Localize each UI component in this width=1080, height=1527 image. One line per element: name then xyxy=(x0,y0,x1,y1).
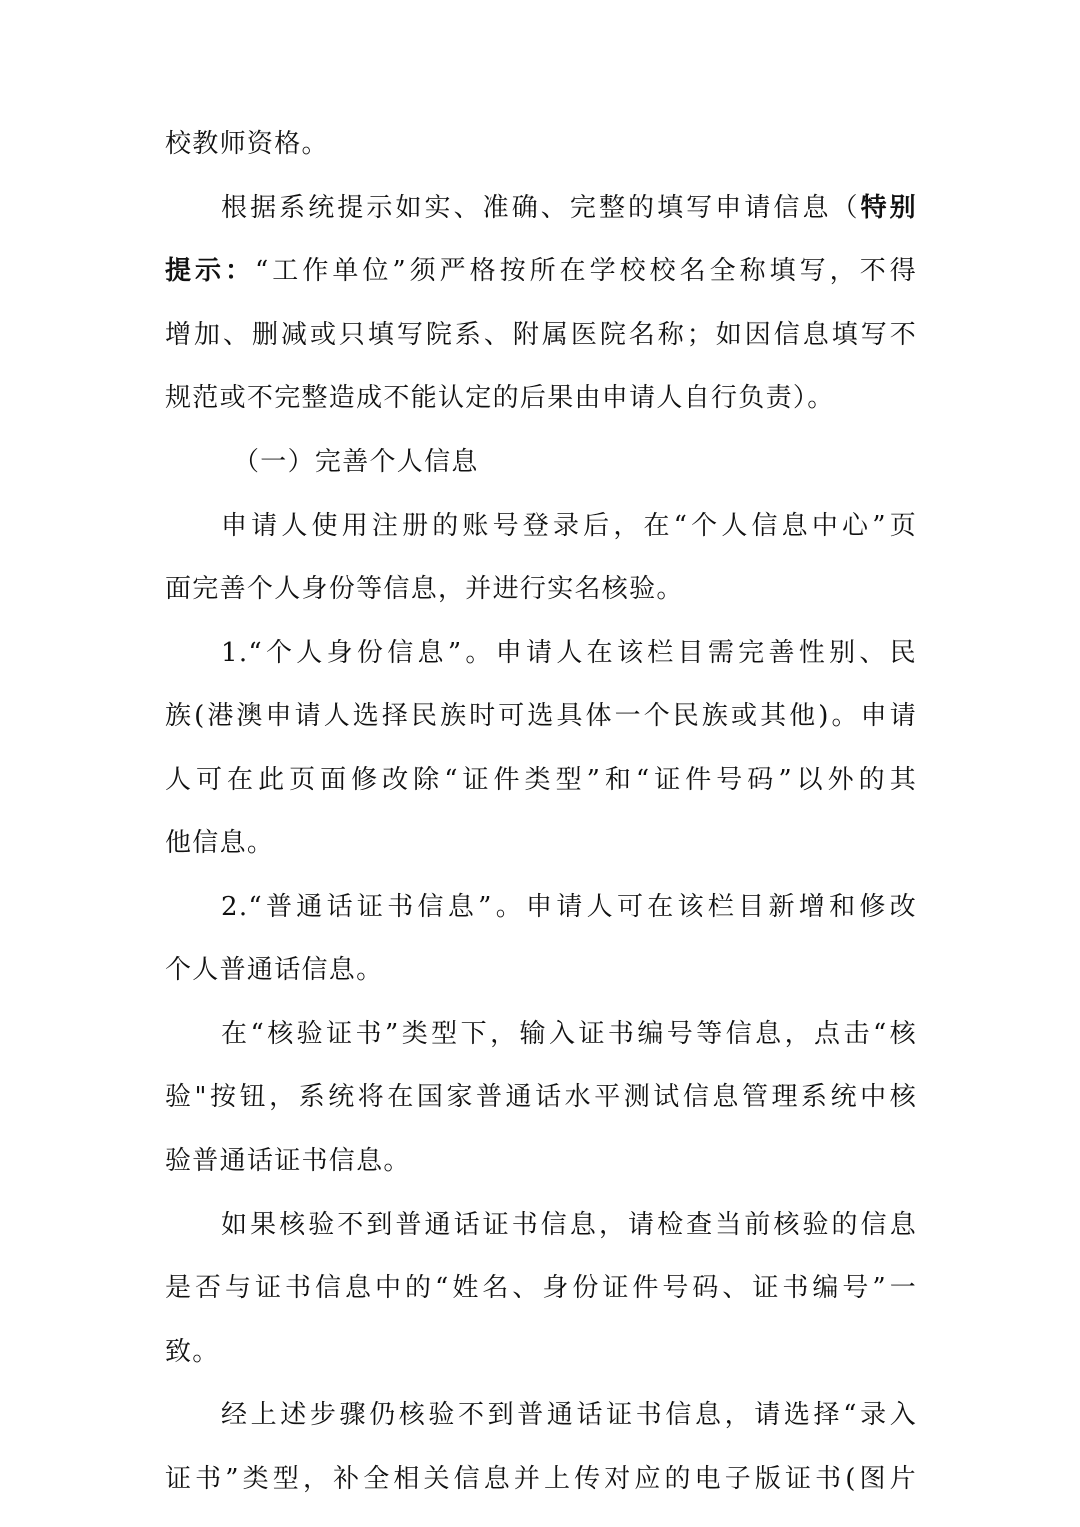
text-segment: 致。 xyxy=(165,1337,220,1367)
text-line xyxy=(165,763,917,798)
text-line xyxy=(165,953,383,988)
text-line xyxy=(165,1335,220,1370)
text-segment: 验普通话证书信息。 xyxy=(165,1146,411,1176)
text-line xyxy=(165,1144,411,1179)
text-line xyxy=(165,1208,917,1243)
text-line xyxy=(165,1271,917,1306)
text-line xyxy=(165,636,917,671)
text-segment: 是否与证书信息中的“姓名、身份证件号码、证书编号”一 xyxy=(165,1273,917,1303)
text-segment: 验"按钮，系统将在国家普通话水平测试信息管理系统中核 xyxy=(165,1082,917,1112)
text-segment: 校教师资格。 xyxy=(165,129,329,159)
text-segment: 规范或不完整造成不能认定的后果由申请人自行负责）。 xyxy=(165,383,835,413)
text-line xyxy=(165,1080,917,1115)
text-segment: 如果核验不到普通话证书信息，请检查当前核验的信息 xyxy=(221,1210,917,1240)
text-line xyxy=(165,572,684,607)
text-segment: “工作单位”须严格按所在学校校名全称填写，不得 xyxy=(255,256,917,286)
text-line xyxy=(165,890,917,925)
text-line xyxy=(165,699,917,734)
text-line xyxy=(165,1017,917,1052)
text-segment: 他信息。 xyxy=(165,828,275,858)
text-segment: 人可在此页面修改除“证件类型”和“证件号码”以外的其 xyxy=(165,765,917,795)
text-segment: 经上述步骤仍核验不到普通话证书信息，请选择“录入 xyxy=(221,1400,917,1430)
text-segment-bold: 特别 xyxy=(860,193,917,223)
text-line xyxy=(165,381,835,416)
text-line xyxy=(165,826,274,861)
section-heading xyxy=(165,445,479,480)
text-segment: 族(港澳申请人选择民族时可选具体一个民族或其他)。申请 xyxy=(165,701,917,731)
text-line xyxy=(165,1398,917,1433)
text-line xyxy=(165,318,917,353)
text-line xyxy=(165,127,329,162)
text-segment: 根据系统提示如实、准确、完整的填写申请信息（ xyxy=(221,193,861,223)
text-segment: 2.“普通话证书信息”。申请人可在该栏目新增和修改 xyxy=(221,892,917,922)
text-line xyxy=(165,1462,917,1497)
text-line xyxy=(165,254,917,289)
text-segment: 申请人使用注册的账号登录后，在“个人信息中心”页 xyxy=(221,511,917,541)
text-segment: 在“核验证书”类型下，输入证书编号等信息，点击“核 xyxy=(221,1019,917,1049)
text-segment: 面完善个人身份等信息，并进行实名核验。 xyxy=(165,574,684,604)
text-segment: 增加、删减或只填写院系、附属医院名称；如因信息填写不 xyxy=(165,320,917,350)
text-segment: 证书”类型，补全相关信息并上传对应的电子版证书(图片 xyxy=(165,1464,917,1494)
text-segment-bold: 提示： xyxy=(165,256,256,286)
text-segment: （一）完善个人信息 xyxy=(233,447,479,477)
text-segment: 1.“个人身份信息”。申请人在该栏目需完善性别、民 xyxy=(221,638,917,668)
text-line xyxy=(165,191,917,226)
text-segment: 个人普通话信息。 xyxy=(165,955,384,985)
text-line xyxy=(165,509,917,544)
